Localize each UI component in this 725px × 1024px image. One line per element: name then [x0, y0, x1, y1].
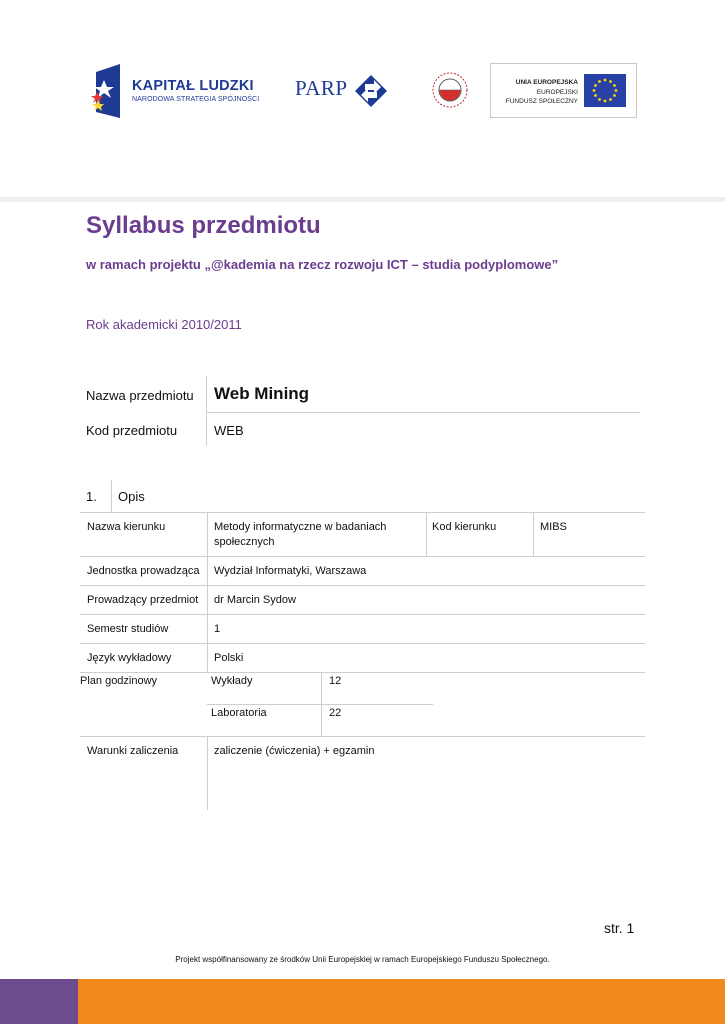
footer-band-purple — [0, 979, 78, 1024]
lecturer-label: Prowadzący przedmiot — [87, 594, 199, 606]
language-value: Polski — [214, 652, 244, 664]
eu-logo — [490, 63, 637, 118]
hours-label: Plan godzinowy — [80, 675, 158, 687]
table-column-divider — [207, 512, 208, 672]
document-subtitle: w ramach projektu „@kademia na rzecz rozwoju ICT – studia podyplomowe” — [86, 257, 559, 272]
subject-code-label: Kod przedmiotu — [86, 423, 178, 438]
kapital-ludzki-subtitle: NARODOWA STRATEGIA SPÓJNOŚCI — [132, 96, 260, 103]
subject-name-value: Web Mining — [214, 384, 310, 403]
eu-logo-line2: EUROPEJSKI — [536, 89, 578, 96]
table-column-divider — [533, 512, 534, 556]
unit-label: Jednostka prowadząca — [87, 565, 200, 577]
university-seal-icon — [431, 71, 469, 109]
subject-code-value: WEB — [214, 423, 244, 438]
footer-note: Projekt współfinansowany ze środków Unii Europejskiej w ramach Europejskiego Funduszu Społecznego. — [175, 955, 550, 964]
table-rule — [207, 704, 433, 705]
hours-value: 22 — [329, 707, 342, 719]
footer-band-orange — [78, 979, 725, 1024]
table-rule — [80, 585, 645, 586]
header-divider — [0, 197, 725, 202]
section-number: 1. — [86, 489, 97, 504]
page-number: str. 1 — [604, 920, 635, 936]
hours-type: Laboratoria — [211, 707, 267, 719]
section-header-divider — [111, 480, 112, 512]
table-rule — [80, 736, 645, 737]
table-column-divider — [321, 672, 322, 736]
hours-value: 12 — [329, 675, 342, 687]
lecturer-value: dr Marcin Sydow — [214, 594, 296, 606]
direction-name-label: Nazwa kierunku — [87, 521, 166, 533]
kapital-ludzki-title: KAPITAŁ LUDZKI — [132, 78, 254, 94]
section-title: Opis — [118, 489, 145, 504]
hours-type: Wykłady — [211, 675, 253, 687]
table-rule — [80, 512, 645, 513]
language-label: Język wykładowy — [87, 652, 172, 664]
table-rule — [80, 643, 645, 644]
conditions-label: Warunki zaliczenia — [87, 745, 179, 757]
parp-logo — [292, 72, 392, 112]
unit-value: Wydział Informatyki, Warszawa — [214, 565, 367, 577]
direction-code-label: Kod kierunku — [432, 521, 497, 533]
subject-row-divider — [206, 412, 640, 413]
subject-column-divider — [206, 376, 207, 446]
direction-name-value-line2: społecznych — [214, 536, 275, 548]
direction-code-value: MIBS — [540, 521, 567, 533]
semester-value: 1 — [214, 623, 221, 635]
eu-flag-icon — [584, 74, 626, 107]
parp-arrows-logo — [354, 74, 388, 108]
table-column-divider — [207, 736, 208, 810]
direction-name-value-line1: Metody informatyczne w badaniach — [214, 521, 387, 533]
eu-logo-line1: UNIA EUROPEJSKA — [515, 79, 578, 86]
academic-year: Rok akademicki 2010/2011 — [86, 317, 242, 332]
conditions-value: zaliczenie (ćwiczenia) + egzamin — [214, 745, 375, 757]
table-rule — [80, 614, 645, 615]
table-rule — [80, 672, 645, 673]
kapital-ludzki-logo — [90, 62, 265, 120]
semester-label: Semestr studiów — [87, 623, 169, 635]
eu-logo-line3: FUNDUSZ SPOŁECZNY — [505, 98, 578, 105]
subject-name-label: Nazwa przedmiotu — [86, 388, 194, 403]
kapital-ludzki-star-logo — [90, 62, 130, 120]
table-rule — [80, 556, 645, 557]
table-column-divider — [426, 512, 427, 556]
parp-text: PARP — [295, 76, 348, 100]
document-title: Syllabus przedmiotu — [86, 212, 321, 239]
